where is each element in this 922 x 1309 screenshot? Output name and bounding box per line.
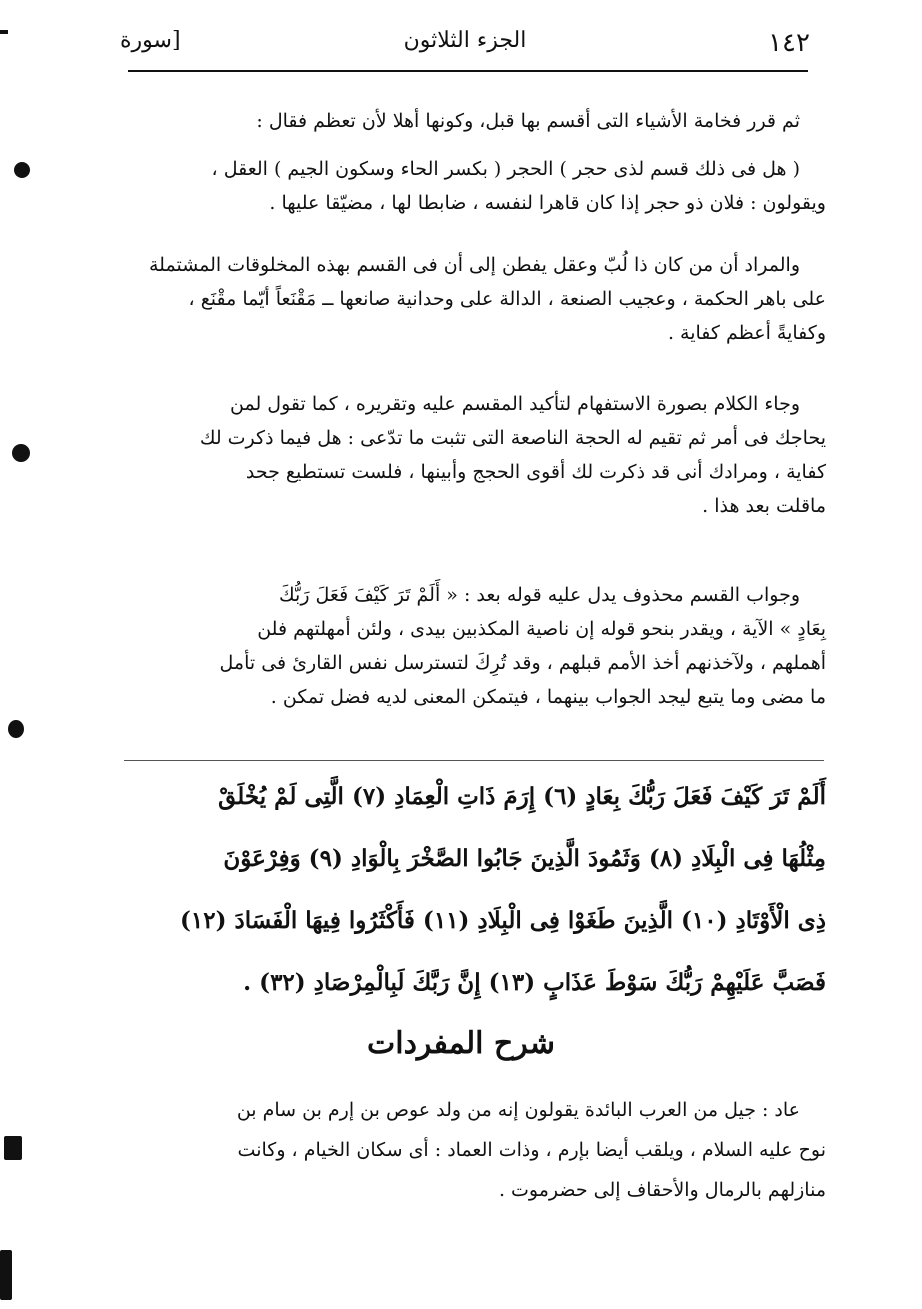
paragraph-1: [126, 104, 826, 138]
paragraph-2: [126, 152, 826, 220]
glossary-paragraph: [126, 1090, 826, 1210]
page-number: ١٤٢: [768, 28, 810, 58]
verse-line: أَلَمْ تَرَ كَيْفَ فَعَلَ رَبُّكَ بِعَادٍ (٦) إِرَمَ ذَاتِ الْعِمَادِ (٧) الَّتِى لَمْ يُخْلَقْ: [218, 783, 826, 810]
text-line: وكفايةً أعظم كفاية .: [667, 322, 826, 344]
sura-label: [سورة: [120, 28, 181, 53]
text-line: ثم قرر فخامة الأشياء التى أقسم بها قبل، وكونها أهلا لأن تعظم فقال :: [256, 110, 800, 132]
text-line: أهملهم ، ولآخذنهم أخذ الأمم قبلهم ، وقد تُرِكَ لتسترسل نفس القارئ فى تأمل: [219, 652, 826, 674]
text-line: ماقلت بعد هذا .: [702, 495, 826, 517]
text-line: والمراد أن من كان ذا لُبّ وعقل يفطن إلى أن فى القسم بهذه المخلوقات المشتملة: [149, 254, 800, 276]
scan-speck: [12, 444, 30, 462]
text-line: وجواب القسم محذوف يدل عليه قوله بعد : « أَلَمْ تَرَ كَيْفَ فَعَلَ رَبُّكَ: [279, 584, 800, 606]
page-header: [120, 24, 810, 70]
text-line: على باهر الحكمة ، وعجيب الصنعة ، الدالة على وحدانية صانعها ــ مَقْنَعاً أيّما مقْنَع ،: [188, 288, 826, 310]
scan-speck: [8, 720, 24, 738]
verse-line: ذِى الْأَوْتَادِ (١٠) الَّذِينَ طَغَوْا فِى الْبِلَادِ (١١) فَأَكْثَرُوا فِيهَا الْفَسَادَ (١٢): [179, 907, 826, 934]
text-line: يحاجك فى أمر ثم تقيم له الحجة الناصعة التى تثبت ما تدّعى : هل فيما ذكرت لك: [199, 427, 826, 449]
paragraph-5: [126, 578, 826, 714]
header-rule: [128, 70, 808, 72]
scan-speck: [0, 1250, 12, 1300]
text-line: كفاية ، ومرادك أنى قد ذكرت لك أقوى الحجج وأبينها ، فلست تستطيع جحد: [245, 461, 826, 483]
text-line: ( هل فى ذلك قسم لذى حجر ) الحجر ( بكسر الحاء وسكون الجيم ) العقل ،: [211, 158, 800, 180]
verse-line: فَصَبَّ عَلَيْهِمْ رَبُّكَ سَوْطَ عَذَابٍ (١٣) إِنَّ رَبَّكَ لَبِالْمِرْصَادِ (٣٢) .: [243, 969, 826, 996]
text-line: بِعَادٍ » الآية ، ويقدر بنحو قوله إن ناصية المكذبين بيدى ، ولئن أمهلتهم فلن: [257, 618, 826, 640]
verses-divider: [124, 760, 824, 761]
scan-speck: [14, 162, 30, 178]
part-title: الجزء الثلاثون: [403, 28, 527, 53]
section-heading: شرح المفردات: [367, 1026, 555, 1061]
paragraph-3: [126, 248, 826, 350]
text-line: نوح عليه السلام ، ويلقب أيضا بإرم ، وذات العماد : أى سكان الخيام ، وكانت: [237, 1139, 826, 1161]
scan-speck: [0, 30, 8, 34]
text-line: عاد : جيل من العرب البائدة يقولون إنه من ولد عوص بن إرم بن سام بن: [236, 1099, 800, 1121]
text-line: ويقولون : فلان ذو حجر إذا كان قاهرا لنفسه ، ضابطا لها ، مضيّقا عليها .: [269, 192, 826, 214]
scan-speck: [4, 1136, 22, 1160]
text-line: ما مضى وما يتبع ليجد الجواب بينهما ، فيتمكن المعنى لديه فضل تمكن .: [270, 686, 826, 708]
text-line: منازلهم بالرمال والأحقاف إلى حضرموت .: [498, 1179, 826, 1201]
paragraph-4: [126, 387, 826, 523]
verse-line: مِثْلُهَا فِى الْبِلَادِ (٨) وَثَمُودَ الَّذِينَ جَابُوا الصَّخْرَ بِالْوَادِ (٩) وَفِرْعَوْنَ: [223, 845, 826, 872]
quran-verses: [122, 766, 826, 1014]
text-line: وجاء الكلام بصورة الاستفهام لتأكيد المقسم عليه وتقريره ، كما تقول لمن: [230, 393, 800, 415]
